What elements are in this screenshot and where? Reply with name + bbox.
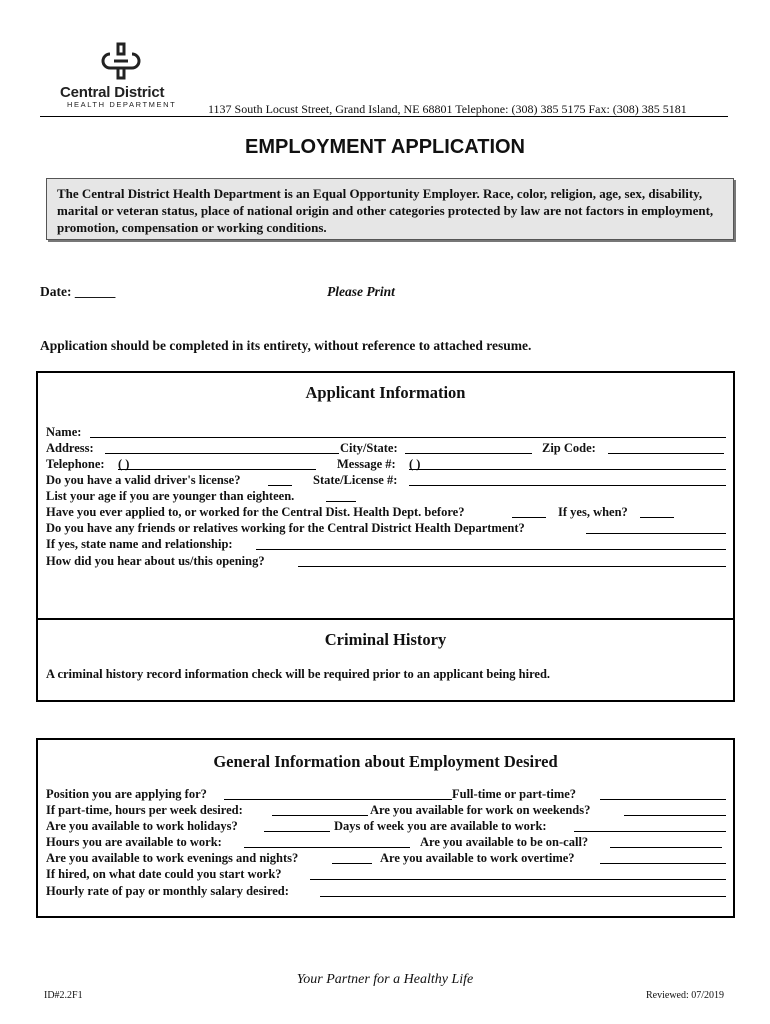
eeo-statement: The Central District Health Department is an Equal Opportunity Employer. Race, color, religion, age, sex, disability, marital or veteran status, place of national origin and other categories protected by law are not factors in employment, promotion, compensation or working conditions. [46,178,734,240]
pay-input[interactable] [320,884,726,897]
instruction-text: Application should be completed in its entirety, without reference to attached resume. [40,338,532,353]
evenings-label: Are you available to work evenings and nights? [46,851,299,865]
state-license-input[interactable] [409,473,726,486]
if-yes-when-input[interactable] [640,505,674,518]
form-id: ID#2.2F1 [44,990,83,1001]
criminal-title: Criminal History [324,630,447,649]
applicant-title: Applicant Information [305,383,466,402]
heard-label: How did you hear about us/this opening? [46,554,265,568]
applied-before-input[interactable] [512,505,546,518]
address-input[interactable] [105,441,339,454]
age-label: List your age if you are younger than eighteen. [46,489,295,503]
telephone-label: Telephone: [46,457,105,471]
start-date-label: If hired, on what date could you start work? [46,867,282,881]
hours-week-label: If part-time, hours per week desired: [46,803,243,817]
header-divider [40,116,728,117]
city-state-input[interactable] [405,441,532,454]
page-title: EMPLOYMENT APPLICATION [245,136,525,158]
state-license-label: State/License #: [313,473,398,487]
hours-available-label: Hours you are available to work: [46,835,222,849]
footer-tagline: Your Partner for a Healthy Life [296,972,474,987]
telephone-areacode[interactable]: ( ) [118,457,130,471]
logo-icon [100,40,142,82]
position-label: Position you are applying for? [46,787,207,801]
relationship-label: If yes, state name and relationship: [46,537,233,551]
pay-label: Hourly rate of pay or monthly salary desired: [46,884,289,898]
message-input[interactable] [409,457,726,470]
age-input[interactable] [326,489,356,502]
license-input[interactable] [268,473,292,486]
message-label: Message #: [337,457,396,471]
position-input[interactable] [224,787,452,800]
telephone-input[interactable] [118,457,316,470]
name-label: Name: [46,425,82,439]
fulltime-input[interactable] [600,787,726,800]
message-areacode[interactable]: ( ) [409,457,421,471]
please-print-note: Please Print [327,284,395,299]
hours-week-input[interactable] [272,803,368,816]
criminal-text: A criminal history record information check will be required prior to an applicant being hired. [46,667,551,681]
org-name: Central District [60,84,165,101]
general-title: General Information about Employment Desired [213,752,558,771]
name-input[interactable] [90,425,726,438]
relationship-input[interactable] [256,537,726,550]
city-state-label: City/State: [340,441,398,455]
oncall-input[interactable] [610,835,722,848]
if-yes-when-label: If yes, when? [558,505,628,519]
reviewed-date: Reviewed: 07/2019 [646,990,725,1001]
oncall-label: Are you available to be on-call? [420,835,589,849]
org-subtitle: HEALTH DEPARTMENT [67,100,177,109]
start-date-input[interactable] [310,867,726,880]
date-field[interactable]: Date: ______ [40,284,116,299]
days-input[interactable] [574,819,726,832]
fulltime-label: Full-time or part-time? [452,787,577,801]
zip-label: Zip Code: [542,441,596,455]
friends-label: Do you have any friends or relatives working for the Central District Health Department? [46,521,525,535]
address-label: Address: [46,441,94,455]
zip-input[interactable] [608,441,724,454]
overtime-label: Are you available to work overtime? [380,851,575,865]
weekends-label: Are you available for work on weekends? [370,803,591,817]
weekends-input[interactable] [624,803,726,816]
applied-before-label: Have you ever applied to, or worked for the Central Dist. Health Dept. before? [46,505,465,519]
evenings-input[interactable] [332,851,372,864]
license-label: Do you have a valid driver's license? [46,473,241,487]
friends-input[interactable] [586,521,726,534]
header-address: 1137 South Locust Street, Grand Island, NE 68801 Telephone: (308) 385 5175 Fax: (308) 385 5181 [208,102,687,116]
overtime-input[interactable] [600,851,726,864]
days-label: Days of week you are available to work: [334,819,547,833]
heard-input[interactable] [298,554,726,567]
criminal-section [36,618,735,702]
hours-available-input[interactable] [244,835,410,848]
holidays-input[interactable] [264,819,330,832]
holidays-label: Are you available to work holidays? [46,819,238,833]
